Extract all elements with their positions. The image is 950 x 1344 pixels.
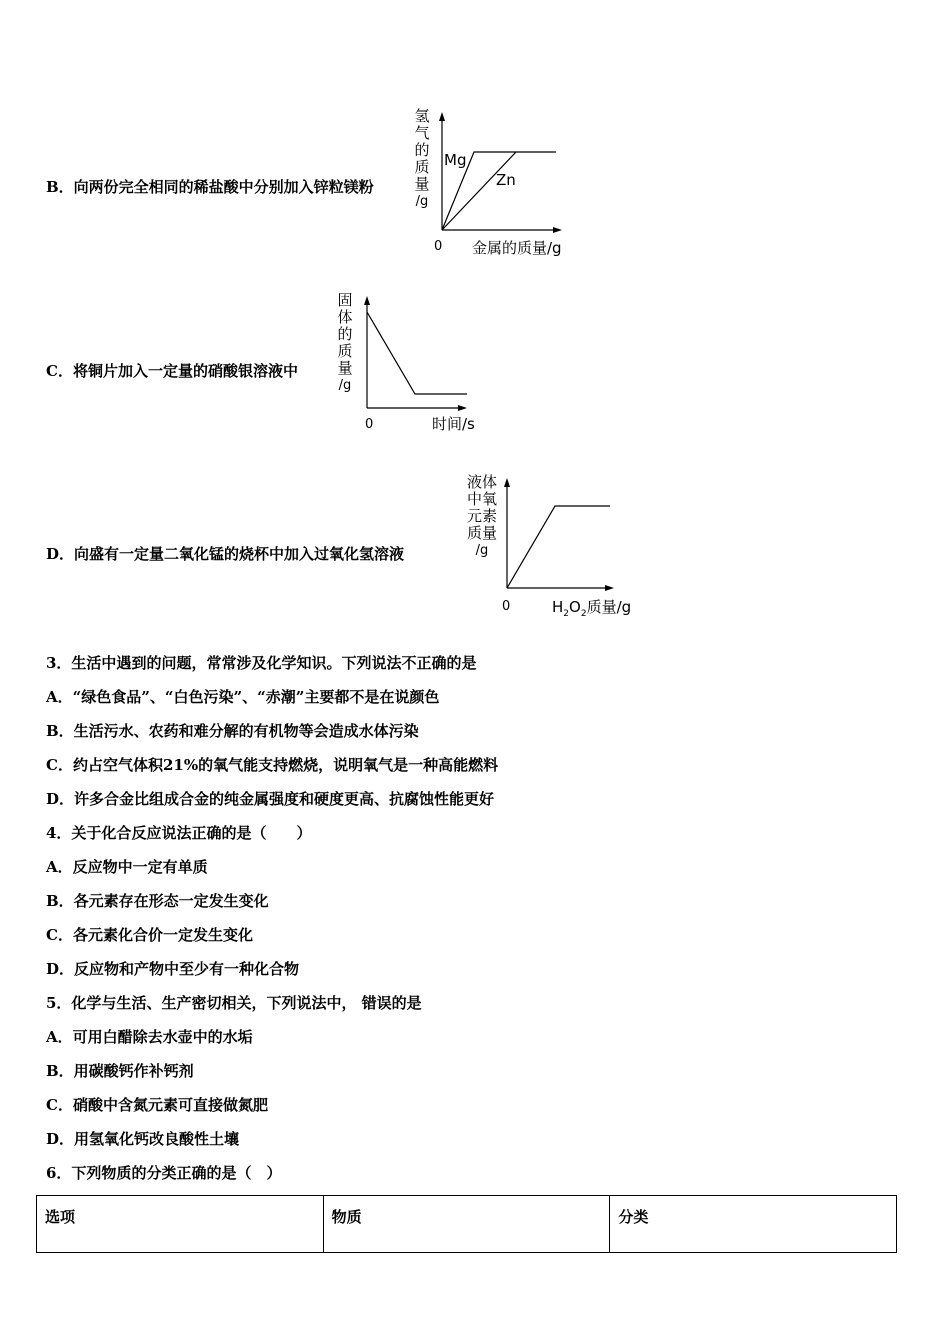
question-stem: 3．生活中遇到的问题，常常涉及化学知识。下列说法不正确的是 xyxy=(46,654,477,672)
y-label-char: 质 xyxy=(337,342,353,360)
option-d: D．用氢氧化钙改良酸性土壤 xyxy=(46,1130,240,1148)
y-label-char: 量 xyxy=(414,175,430,193)
y-label-char: 的 xyxy=(414,141,430,159)
question-stem: 6．下列物质的分类正确的是（ ） xyxy=(46,1164,282,1182)
option-c: C．各元素化合价一定发生变化 xyxy=(46,926,253,944)
series-label-zn: Zn xyxy=(496,171,516,189)
y-label-char: 量 xyxy=(337,359,353,377)
q2-option-b: B．向两份完全相同的稀盐酸中分别加入锌粒镁粉 xyxy=(46,178,374,196)
option-c: C．硝酸中含氮元素可直接做氮肥 xyxy=(46,1096,268,1114)
option-c: C．约占空气体积21%的氧气能支持燃烧，说明氧气是一种高能燃料 xyxy=(46,756,499,774)
classification-table xyxy=(36,1195,897,1253)
option-a: A．“绿色食品”、“白色污染”、“赤潮”主要都不是在说颜色 xyxy=(46,688,440,706)
y-label-line: 元素 xyxy=(466,507,497,525)
question-stem: 5．化学与生活、生产密切相关，下列说法中， 错误的是 xyxy=(46,994,422,1012)
series-label-mg: Mg xyxy=(444,151,467,169)
origin-label: 0 xyxy=(365,417,374,432)
option-a: A．反应物中一定有单质 xyxy=(46,858,208,876)
y-label-char: /g xyxy=(415,194,429,209)
table-header-cell: 物质 xyxy=(323,1196,610,1253)
y-label-char: 体 xyxy=(337,308,353,326)
q2-option-c: C．将铜片加入一定量的硝酸银溶液中 xyxy=(46,362,298,380)
y-label-char: 固 xyxy=(337,291,353,309)
y-label-line: 液体 xyxy=(466,473,497,491)
graph-c xyxy=(333,290,493,440)
x-axis-label: 时间/s xyxy=(432,415,475,433)
y-label-char: 质 xyxy=(414,158,430,176)
option-a: A．可用白醋除去水壶中的水垢 xyxy=(46,1028,253,1046)
option-b: B．各元素存在形态一定发生变化 xyxy=(46,892,269,910)
graph-d xyxy=(462,470,642,620)
curve-line xyxy=(367,312,467,394)
x-axis-label: 金属的质量/g xyxy=(472,239,562,257)
y-label-char: 氢 xyxy=(414,107,430,125)
option-d: D．反应物和产物中至少有一种化合物 xyxy=(46,960,300,978)
y-label-char: 的 xyxy=(337,325,353,343)
x-axis-label: $H_2O_2$质量/g xyxy=(552,598,632,619)
table-header-cell: 分类 xyxy=(610,1196,897,1253)
option-d: D．许多合金比组成合金的纯金属强度和硬度更高、抗腐蚀性能更好 xyxy=(46,790,495,808)
y-label-char: /g xyxy=(338,378,352,393)
q2-option-d: D．向盛有一定量二氧化锰的烧杯中加入过氧化氢溶液 xyxy=(46,545,405,563)
graph-b xyxy=(408,104,578,264)
y-label-line: 中氧 xyxy=(466,490,497,508)
y-label-line: 质量 xyxy=(466,524,497,542)
option-b: B．用碳酸钙作补钙剂 xyxy=(46,1062,194,1080)
question-stem: 4．关于化合反应说法正确的是（ ） xyxy=(46,824,312,842)
y-label-char: 气 xyxy=(414,124,430,142)
curve-line xyxy=(507,506,610,588)
origin-label: 0 xyxy=(434,239,443,254)
table-header-cell: 选项 xyxy=(37,1196,324,1253)
origin-label: 0 xyxy=(502,599,511,614)
option-b: B．生活污水、农药和难分解的有机物等会造成水体污染 xyxy=(46,722,419,740)
table-header-row xyxy=(37,1196,897,1253)
y-label-line: /g xyxy=(475,543,489,558)
